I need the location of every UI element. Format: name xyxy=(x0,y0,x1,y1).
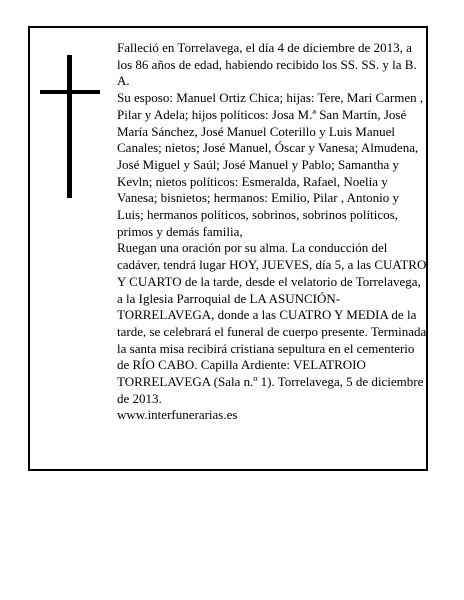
death-announcement: Falleció en Torrelavega, el día 4 de diciembre de 2013, a los 86 años de edad, habiendo recibido los SS. SS. y la B. A. xyxy=(117,40,417,89)
obituary-text xyxy=(117,40,427,424)
cross-icon xyxy=(67,55,72,198)
family-list: Su esposo: Manuel Ortiz Chica; hijas: Tere, Mari Carmen , Pilar y Adela; hijos políticos: Josa M.ª San Martín, José María Sánchez, José Manuel Coterillo y Luis Manuel Canales; nietos; José Manuel, Óscar y Vanesa; Almudena, José Miguel y Saúl; José Manuel y Pablo; Samantha y Kevln; nietos políticos: Esmeralda, Rafael, Noelia y Vanesa; bisnietos; hermanos: Emilio, Pilar , Antonio y Luis; hermanos políticos, sobrinos, sobrinos políticos, primos y demás familia, xyxy=(117,90,424,239)
cross-icon-bar xyxy=(40,90,100,94)
funeral-details: Ruegan una oración por su alma. La conducción del cadáver, tendrá lugar HOY, JUEVES, día 5, a las CUATRO Y CUARTO de la tarde, desde el velatorio de Torrelavega, a la Iglesia Parroquial de LA ASUNCIÓN-TORRELAVEGA, donde a las CUATRO Y MEDIA de la tarde, se celebrará el funeral de cuerpo presente. Terminada la santa misa recibirá cristiana sepultura en el cementerio de RÍO CABO. Capilla Ardiente: VELATROIO TORRELAVEGA (Sala n.º 1). Torrelavega, 5 de diciembre de 2013. xyxy=(117,240,427,406)
obituary-notice xyxy=(28,26,428,471)
website-link[interactable]: www.interfunerarias.es xyxy=(117,407,238,423)
